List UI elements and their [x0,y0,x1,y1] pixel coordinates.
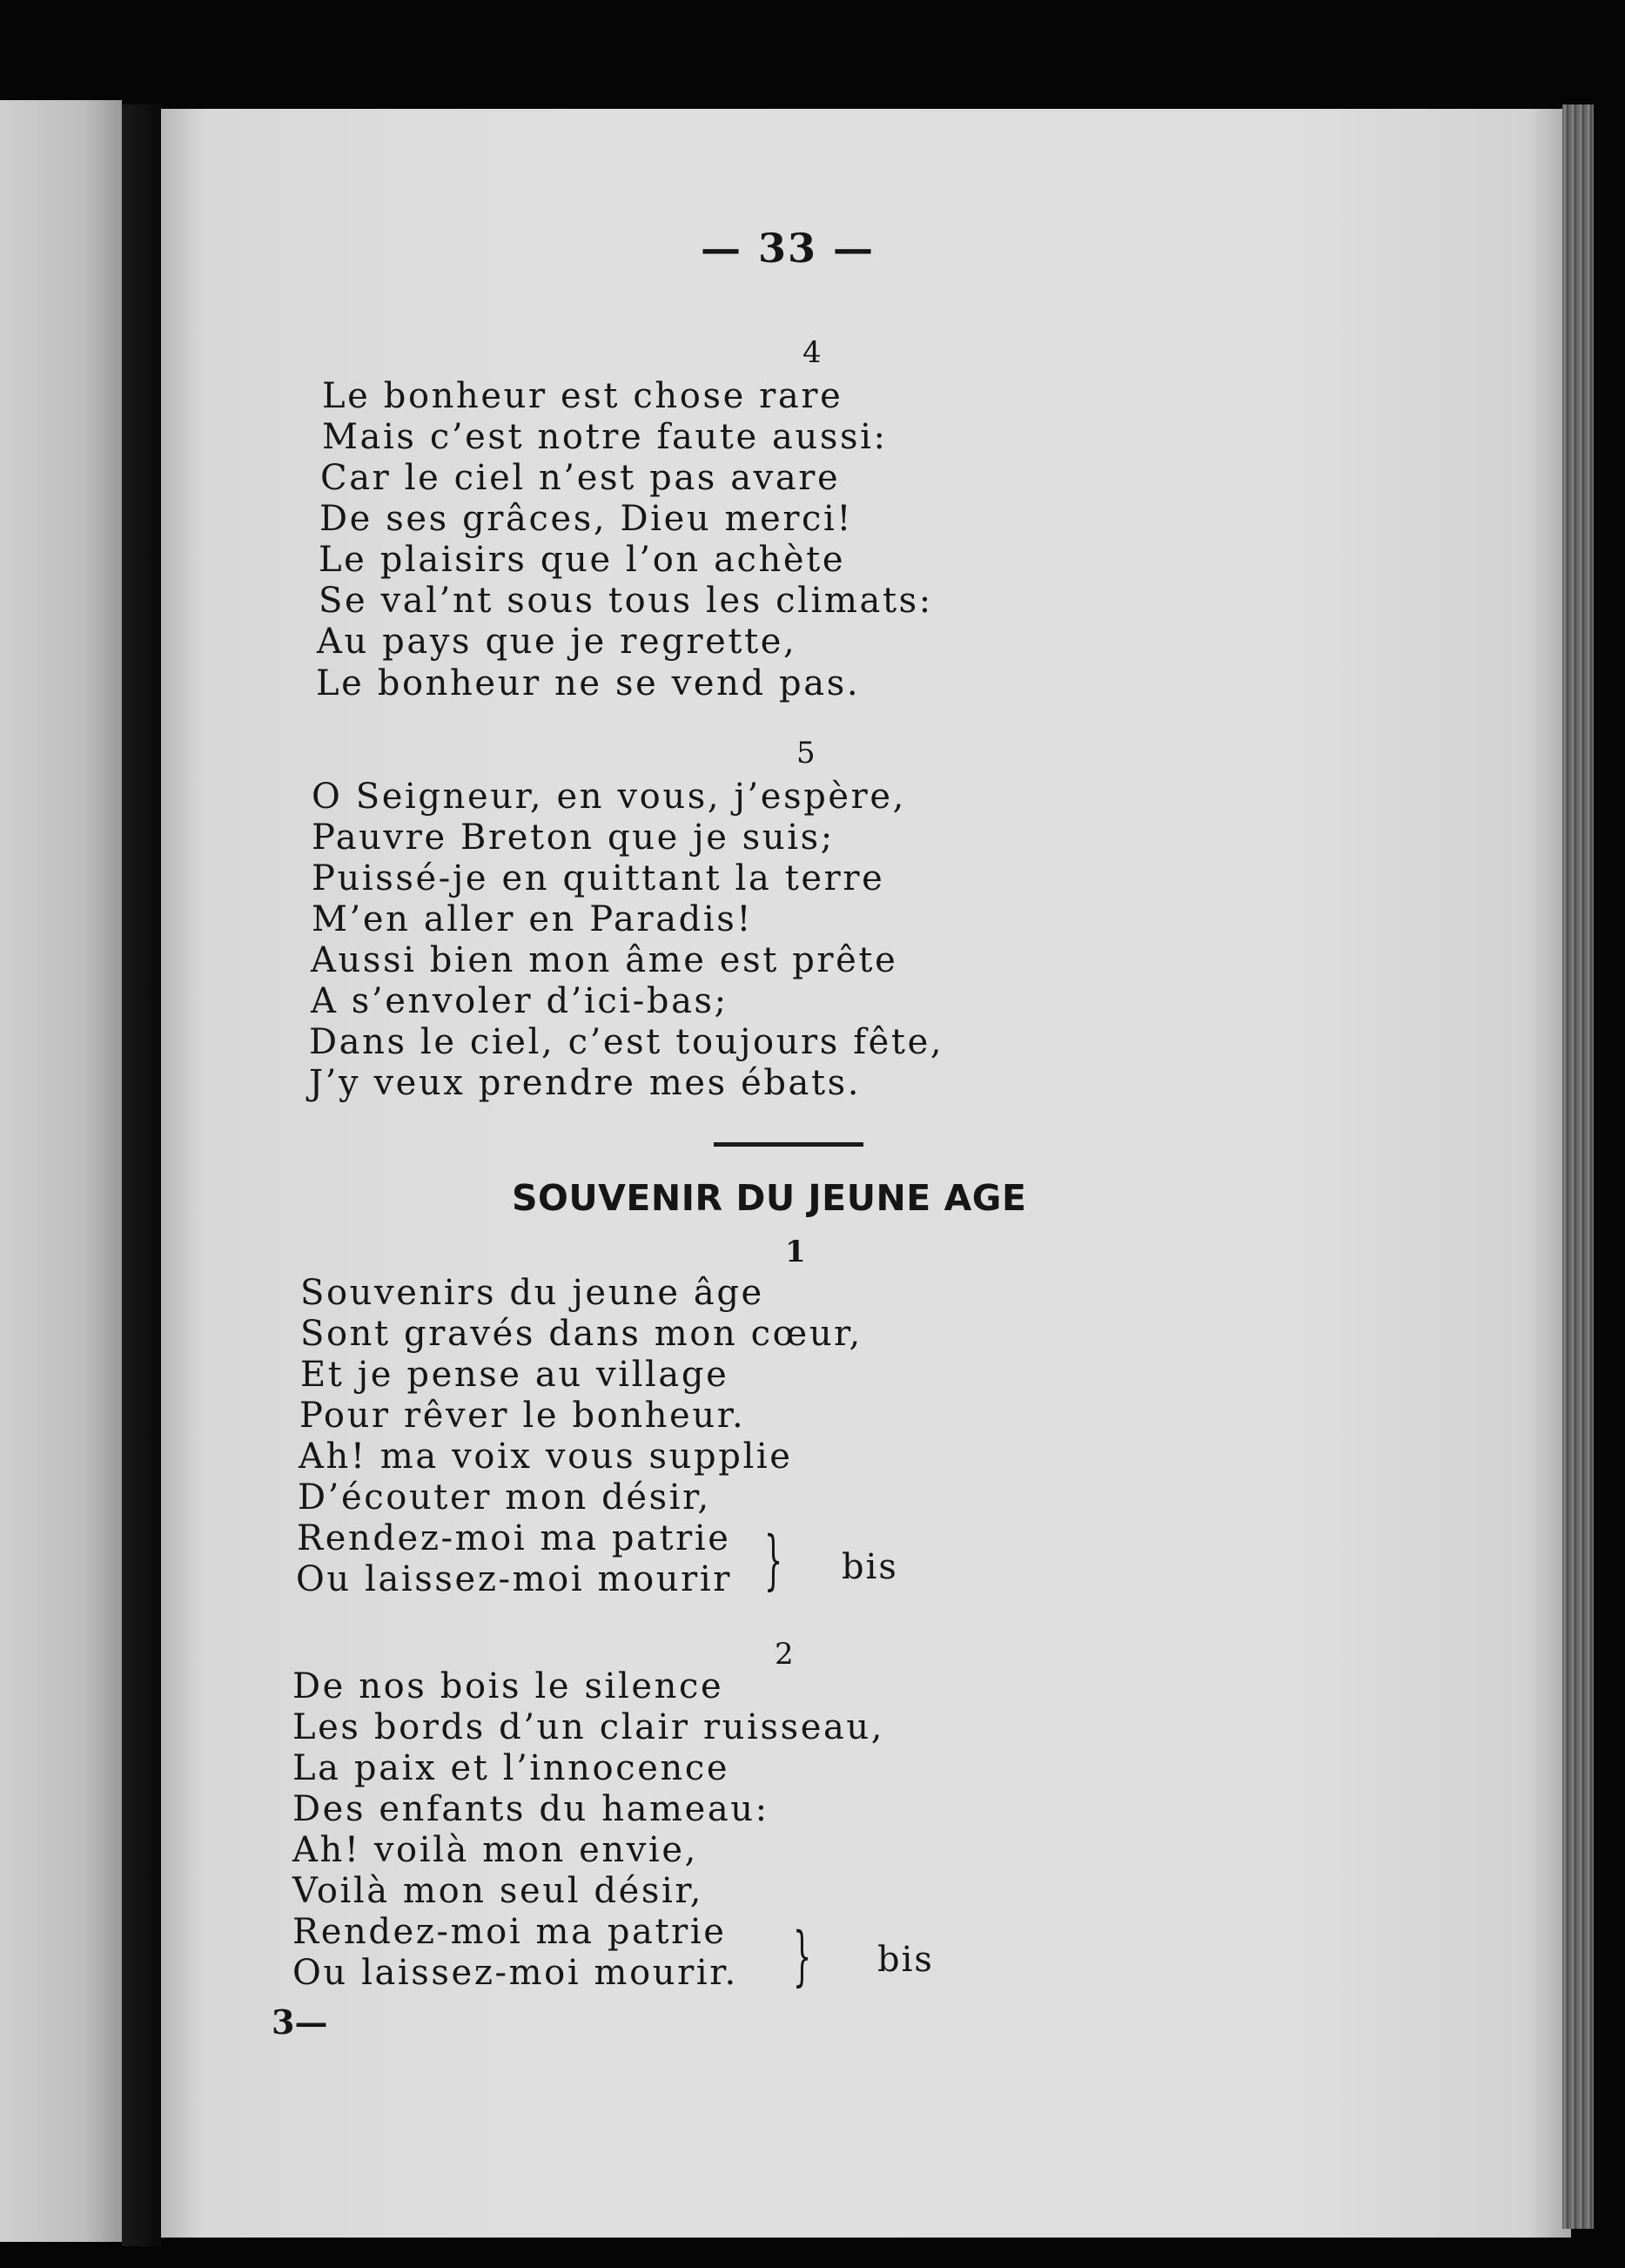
verse-line: Rendez-moi ma patrie [292,1912,727,1952]
verse-line: Aussi bien mon âme est prête [311,940,898,980]
stanza-number: 4 [802,335,822,370]
verse-line: Au pays que je regrette, [317,622,797,662]
verse-line: D’écouter mon désir, [298,1477,711,1518]
stanza-number: 2 [775,1637,794,1672]
verse-line: Pour rêver le bonheur. [299,1396,746,1436]
verse-line: Dans le ciel, c’est toujours fête, [309,1022,944,1062]
signature-mark: 3— [272,2002,328,2042]
verse-line: Le bonheur ne se vend pas. [316,663,861,703]
verse-line: Pauvre Breton que je suis; [312,818,835,858]
verse-line: Car le ciel n’est pas avare [320,458,841,498]
verse-line: Mais c’est notre faute aussi: [322,417,888,457]
refrain-mark: bis [842,1547,898,1587]
verse-line: Et je pense au village [300,1355,729,1395]
stanza-number: 1 [785,1235,806,1269]
verse-line: Se val’nt sous tous les climats: [319,581,933,621]
verse-line: Des enfants du hameau: [292,1789,769,1829]
verse-line: La paix et l’innocence [292,1748,730,1788]
verse-line: Ou laissez-moi mourir. [292,1953,738,1993]
verse-line: Voilà mon seul désir, [292,1871,704,1911]
stanza-number: 5 [796,736,816,771]
verse-line: Les bords d’un clair ruisseau, [292,1707,885,1747]
verse-line: Le plaisirs que l’on achète [319,540,846,580]
verse-line: Le bonheur est chose rare [322,376,843,416]
section-divider [714,1142,863,1147]
verse-line: Ou laissez-moi mourir [296,1559,732,1599]
page-stack-edge [1562,104,1594,2229]
verse-line: A s’envoler d’ici-bas; [311,981,729,1021]
verse-line: O Seigneur, en vous, j’espère, [312,777,906,817]
refrain-brace: } [792,1919,812,1994]
verse-line: De nos bois le silence [292,1666,724,1706]
verse-line: Ah! voilà mon envie, [292,1830,698,1870]
verse-line: Rendez-moi ma patrie [297,1518,731,1558]
verse-line: Sont gravés dans mon cœur, [300,1314,863,1354]
verse-line: De ses grâces, Dieu merci! [319,499,854,539]
page-number: — 33 — [701,225,876,272]
verse-line: Ah! ma voix vous supplie [299,1437,793,1477]
verse-line: M’en aller en Paradis! [312,899,754,939]
verse-line: Souvenirs du jeune âge [300,1273,764,1313]
song-title: SOUVENIR DU JEUNE AGE [512,1177,1027,1219]
left-page-edge [0,100,122,2242]
verse-line: Puissé-je en quittant la terre [312,858,885,898]
verse-line: J’y veux prendre mes ébats. [309,1063,862,1103]
refrain-mark: bis [877,1940,934,1980]
refrain-brace: } [763,1523,783,1598]
book-gutter [122,104,161,2246]
